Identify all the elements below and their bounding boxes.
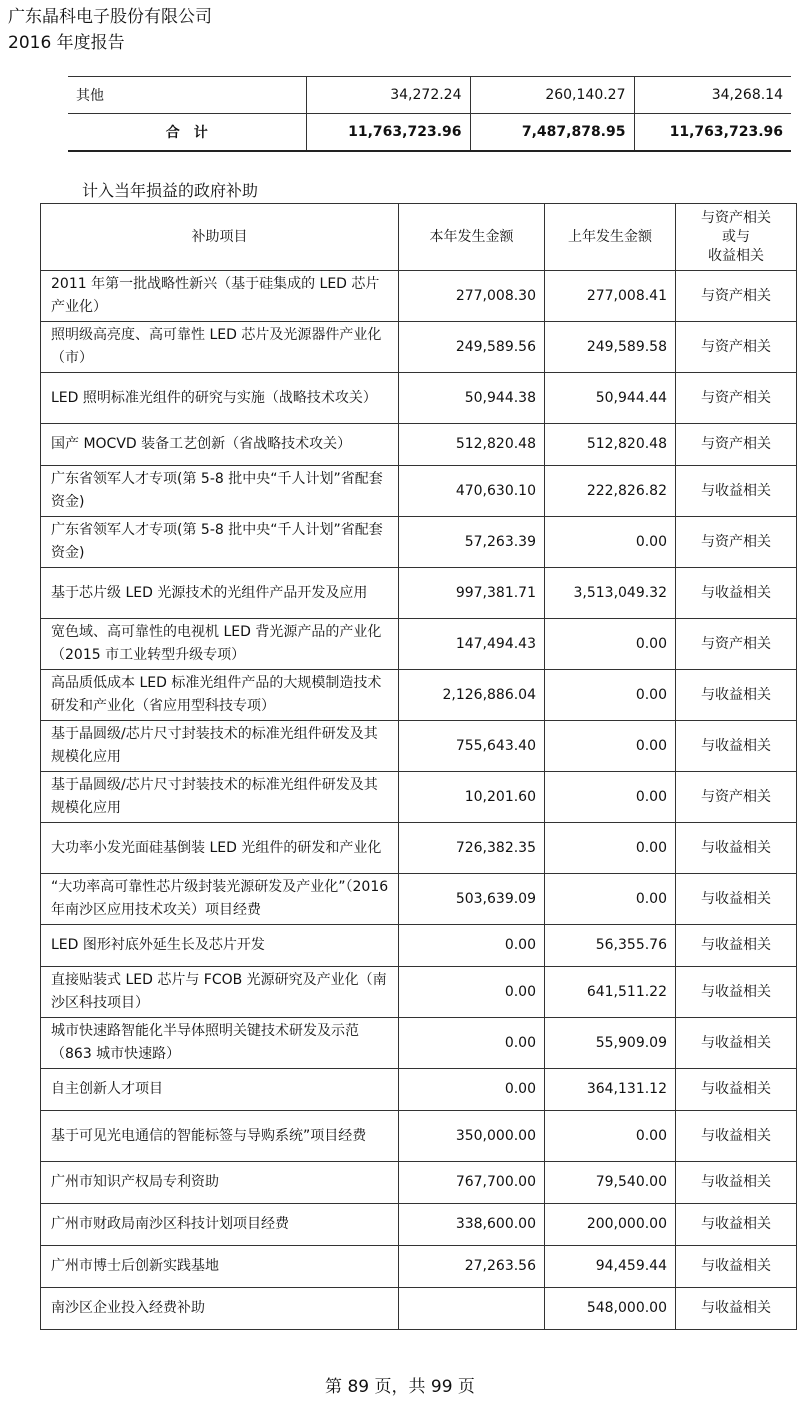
table-row	[41, 670, 797, 721]
header-prior: 上年发生金额	[545, 204, 676, 271]
cell-relation: 与资产相关	[676, 772, 797, 823]
cell-current-amount: 767,700.00	[399, 1162, 545, 1204]
cell-item: 直接贴装式 LED 芯片与 FCOB 光源研究及产业化（南沙区科技项目）	[41, 967, 399, 1018]
cell-prior-amount: 0.00	[545, 619, 676, 670]
summary-table	[68, 76, 791, 152]
table-row	[41, 568, 797, 619]
cell-item: 基于晶圆级/芯片尺寸封装技术的标准光组件研发及其规模化应用	[41, 721, 399, 772]
table-row	[41, 1111, 797, 1162]
cell-item: 广东省领军人才专项(第 5-8 批中央“千人计划”省配套资金)	[41, 466, 399, 517]
cell-value: 11,763,723.96	[634, 114, 791, 152]
cell-item: 广东省领军人才专项(第 5-8 批中央“千人计划”省配套资金)	[41, 517, 399, 568]
cell-prior-amount: 56,355.76	[545, 925, 676, 967]
cell-item: LED 照明标准光组件的研究与实施（战略技术攻关）	[41, 373, 399, 424]
cell-current-amount: 0.00	[399, 1069, 545, 1111]
cell-relation: 与资产相关	[676, 271, 797, 322]
summary-row-other	[68, 77, 791, 114]
cell-prior-amount: 0.00	[545, 517, 676, 568]
cell-prior-amount: 641,511.22	[545, 967, 676, 1018]
cell-relation: 与收益相关	[676, 1288, 797, 1330]
page-footer: 第 89 页，共 99 页	[325, 1377, 475, 1397]
cell-prior-amount: 512,820.48	[545, 424, 676, 466]
cell-prior-amount: 79,540.00	[545, 1162, 676, 1204]
cell-relation: 与资产相关	[676, 424, 797, 466]
report-title: 2016 年度报告	[8, 33, 125, 53]
cell-current-amount: 503,639.09	[399, 874, 545, 925]
subsidy-table	[40, 203, 797, 1330]
cell-item: 广州市财政局南沙区科技计划项目经费	[41, 1204, 399, 1246]
cell-relation: 与收益相关	[676, 967, 797, 1018]
subsidy-header-row	[41, 204, 797, 271]
table-row	[41, 373, 797, 424]
cell-relation: 与收益相关	[676, 925, 797, 967]
cell-prior-amount: 55,909.09	[545, 1018, 676, 1069]
table-row	[41, 1246, 797, 1288]
cell-relation: 与收益相关	[676, 1018, 797, 1069]
cell-current-amount: 470,630.10	[399, 466, 545, 517]
cell-value: 11,763,723.96	[306, 114, 470, 152]
cell-relation: 与资产相关	[676, 322, 797, 373]
cell-relation: 与资产相关	[676, 517, 797, 568]
cell-prior-amount: 249,589.58	[545, 322, 676, 373]
table-row	[41, 823, 797, 874]
cell-prior-amount: 0.00	[545, 772, 676, 823]
cell-item: 基于可见光电通信的智能标签与导购系统”项目经费	[41, 1111, 399, 1162]
cell-relation: 与收益相关	[676, 874, 797, 925]
cell-prior-amount: 548,000.00	[545, 1288, 676, 1330]
cell-item: 2011 年第一批战略性新兴（基于硅集成的 LED 芯片产业化）	[41, 271, 399, 322]
table-row	[41, 1288, 797, 1330]
cell-item: LED 图形衬底外延生长及芯片开发	[41, 925, 399, 967]
table-row	[41, 1069, 797, 1111]
cell-current-amount: 2,126,886.04	[399, 670, 545, 721]
table-row	[41, 1204, 797, 1246]
table-row	[41, 1162, 797, 1204]
table-row	[41, 721, 797, 772]
cell-relation: 与收益相关	[676, 1069, 797, 1111]
cell-current-amount: 57,263.39	[399, 517, 545, 568]
cell-current-amount: 0.00	[399, 925, 545, 967]
table-row	[41, 466, 797, 517]
cell-item: 广州市博士后创新实践基地	[41, 1246, 399, 1288]
cell-item: 基于晶圆级/芯片尺寸封装技术的标准光组件研发及其规模化应用	[41, 772, 399, 823]
cell-current-amount: 249,589.56	[399, 322, 545, 373]
cell-current-amount: 350,000.00	[399, 1111, 545, 1162]
cell-item: 基于芯片级 LED 光源技术的光组件产品开发及应用	[41, 568, 399, 619]
cell-prior-amount: 94,459.44	[545, 1246, 676, 1288]
cell-item: 广州市知识产权局专利资助	[41, 1162, 399, 1204]
cell-item: 南沙区企业投入经费补助	[41, 1288, 399, 1330]
company-name: 广东晶科电子股份有限公司	[8, 7, 212, 27]
subsidy-table-body	[41, 271, 797, 1330]
cell-value: 260,140.27	[470, 77, 634, 114]
cell-current-amount: 726,382.35	[399, 823, 545, 874]
cell-item: 自主创新人才项目	[41, 1069, 399, 1111]
table-row	[41, 424, 797, 466]
table-row	[41, 874, 797, 925]
cell-current-amount: 997,381.71	[399, 568, 545, 619]
header-item: 补助项目	[41, 204, 399, 271]
cell-relation: 与收益相关	[676, 1246, 797, 1288]
cell-current-amount: 50,944.38	[399, 373, 545, 424]
table-row	[41, 517, 797, 568]
cell-relation: 与收益相关	[676, 721, 797, 772]
cell-prior-amount: 0.00	[545, 1111, 676, 1162]
table-row	[41, 925, 797, 967]
header-relation: 与资产相关 或与 收益相关	[676, 204, 797, 271]
table-row	[41, 619, 797, 670]
cell-relation: 与收益相关	[676, 1162, 797, 1204]
cell-relation: 与收益相关	[676, 1204, 797, 1246]
cell-relation: 与收益相关	[676, 670, 797, 721]
table-row	[41, 322, 797, 373]
section-title: 计入当年损益的政府补助	[82, 181, 259, 200]
cell-prior-amount: 0.00	[545, 670, 676, 721]
cell-current-amount: 147,494.43	[399, 619, 545, 670]
cell-prior-amount: 0.00	[545, 874, 676, 925]
cell-relation: 与资产相关	[676, 619, 797, 670]
cell-current-amount: 755,643.40	[399, 721, 545, 772]
cell-prior-amount: 0.00	[545, 823, 676, 874]
cell-relation: 与资产相关	[676, 373, 797, 424]
cell-current-amount: 0.00	[399, 1018, 545, 1069]
cell-relation: 与收益相关	[676, 568, 797, 619]
row-label: 其他	[68, 77, 306, 114]
cell-prior-amount: 0.00	[545, 721, 676, 772]
cell-item: 大功率小发光面硅基倒装 LED 光组件的研发和产业化	[41, 823, 399, 874]
cell-current-amount: 27,263.56	[399, 1246, 545, 1288]
summary-row-total	[68, 114, 791, 152]
cell-relation: 与收益相关	[676, 823, 797, 874]
cell-current-amount: 338,600.00	[399, 1204, 545, 1246]
cell-relation: 与收益相关	[676, 466, 797, 517]
cell-value: 7,487,878.95	[470, 114, 634, 152]
table-row	[41, 772, 797, 823]
cell-prior-amount: 277,008.41	[545, 271, 676, 322]
cell-item: 城市快速路智能化半导体照明关键技术研发及示范（863 城市快速路）	[41, 1018, 399, 1069]
cell-item: 宽色域、高可靠性的电视机 LED 背光源产品的产业化（2015 市工业转型升级专项）	[41, 619, 399, 670]
table-row	[41, 967, 797, 1018]
cell-current-amount: 277,008.30	[399, 271, 545, 322]
row-label: 合 计	[68, 114, 306, 152]
cell-current-amount: 10,201.60	[399, 772, 545, 823]
cell-value: 34,272.24	[306, 77, 470, 114]
cell-item: “大功率高可靠性芯片级封装光源研发及产业化”（2016 年南沙区应用技术攻关）项目经费	[41, 874, 399, 925]
cell-item: 照明级高亮度、高可靠性 LED 芯片及光源器件产业化（市）	[41, 322, 399, 373]
cell-current-amount: 0.00	[399, 967, 545, 1018]
cell-prior-amount: 200,000.00	[545, 1204, 676, 1246]
header-current: 本年发生金额	[399, 204, 545, 271]
cell-current-amount: 512,820.48	[399, 424, 545, 466]
cell-item: 高品质低成本 LED 标准光组件产品的大规模制造技术研发和产业化（省应用型科技专项）	[41, 670, 399, 721]
cell-prior-amount: 50,944.44	[545, 373, 676, 424]
table-row	[41, 1018, 797, 1069]
table-row	[41, 271, 797, 322]
cell-item: 国产 MOCVD 装备工艺创新（省战略技术攻关）	[41, 424, 399, 466]
cell-prior-amount: 364,131.12	[545, 1069, 676, 1111]
cell-prior-amount: 3,513,049.32	[545, 568, 676, 619]
page-header	[8, 4, 212, 56]
cell-current-amount	[399, 1288, 545, 1330]
cell-prior-amount: 222,826.82	[545, 466, 676, 517]
cell-value: 34,268.14	[634, 77, 791, 114]
cell-relation: 与收益相关	[676, 1111, 797, 1162]
